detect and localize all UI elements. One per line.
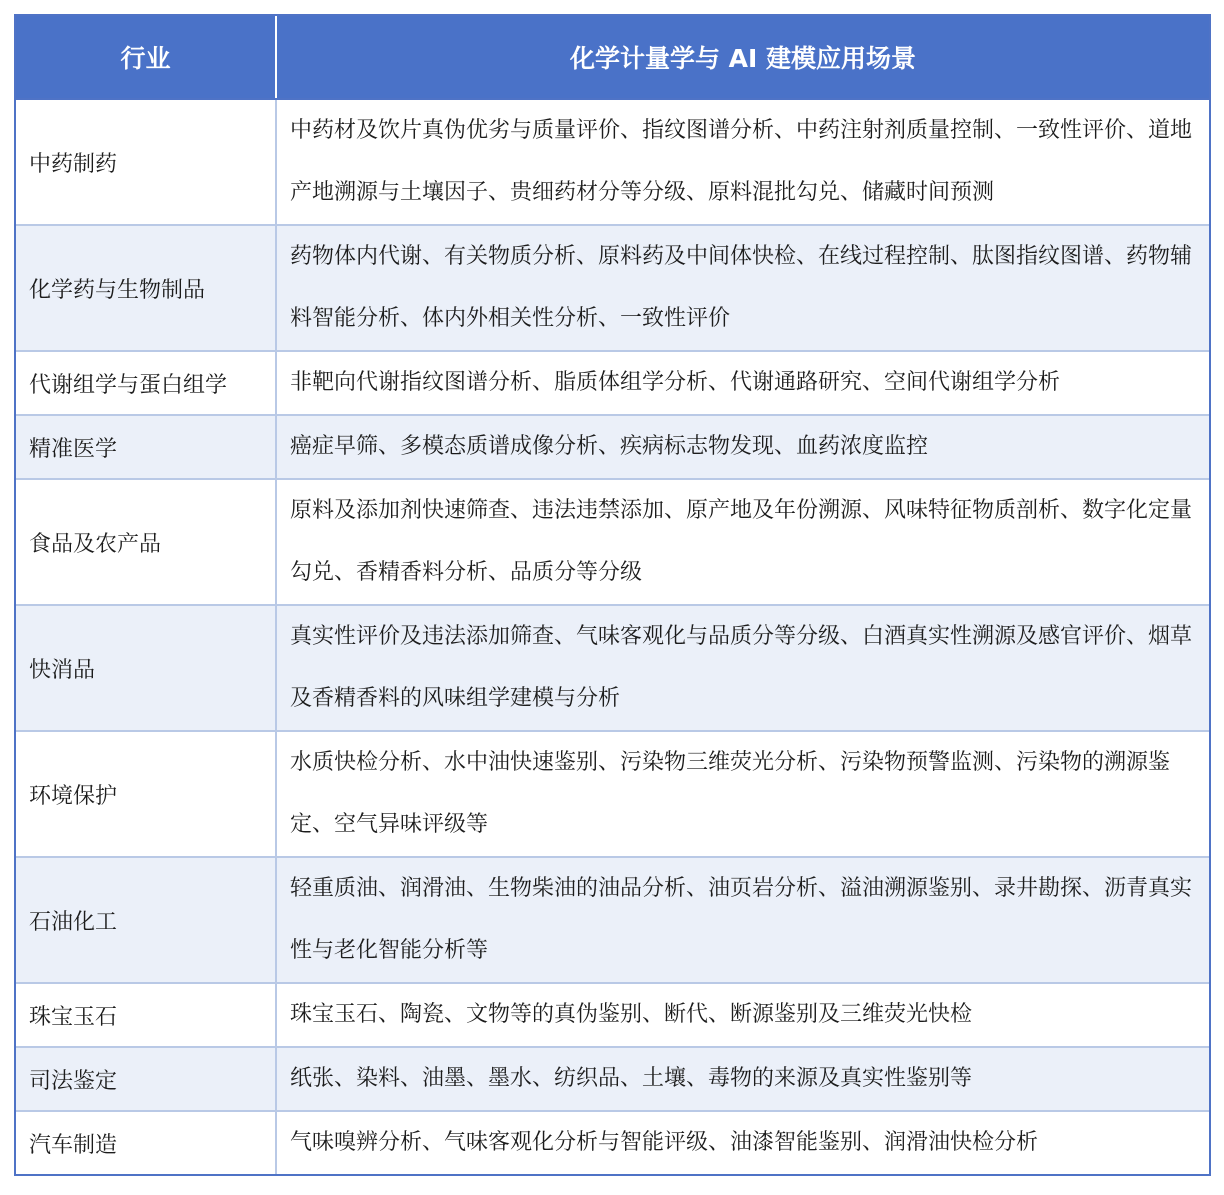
table-row	[16, 1047, 1209, 1111]
scenario-cell: 中药材及饮片真伪优劣与质量评价、指纹图谱分析、中药注射剂质量控制、一致性评价、道地产地溯源与土壤因子、贵细药材分等分级、原料混批勾兑、储藏时间预测	[276, 99, 1209, 225]
table-row	[16, 415, 1209, 479]
industry-cell: 石油化工	[16, 857, 276, 983]
scenario-cell: 原料及添加剂快速筛查、违法违禁添加、原产地及年份溯源、风味特征物质剖析、数字化定量勾兑、香精香料分析、品质分等分级	[276, 479, 1209, 605]
table-row	[16, 983, 1209, 1047]
industry-cell: 中药制药	[16, 99, 276, 225]
scenario-cell: 轻重质油、润滑油、生物柴油的油品分析、油页岩分析、溢油溯源鉴别、录井勘探、沥青真实性与老化智能分析等	[276, 857, 1209, 983]
table-row	[16, 857, 1209, 983]
industry-cell: 食品及农产品	[16, 479, 276, 605]
industry-cell: 汽车制造	[16, 1111, 276, 1174]
table-header-row	[16, 16, 1209, 99]
industry-cell: 化学药与生物制品	[16, 225, 276, 351]
industry-cell: 珠宝玉石	[16, 983, 276, 1047]
table-row	[16, 1111, 1209, 1174]
industry-cell: 环境保护	[16, 731, 276, 857]
industry-cell: 司法鉴定	[16, 1047, 276, 1111]
scenario-cell: 纸张、染料、油墨、墨水、纺织品、土壤、毒物的来源及真实性鉴别等	[276, 1047, 1209, 1111]
table-row	[16, 351, 1209, 415]
table-row	[16, 605, 1209, 731]
scenario-cell: 真实性评价及违法添加筛查、气味客观化与品质分等分级、白酒真实性溯源及感官评价、烟草及香精香料的风味组学建模与分析	[276, 605, 1209, 731]
industry-cell: 快消品	[16, 605, 276, 731]
scenario-cell: 癌症早筛、多模态质谱成像分析、疾病标志物发现、血药浓度监控	[276, 415, 1209, 479]
header-scenarios: 化学计量学与 AI 建模应用场景	[276, 16, 1209, 99]
header-industry: 行业	[16, 16, 276, 99]
table-row	[16, 479, 1209, 605]
table	[16, 16, 1209, 1174]
table-row	[16, 225, 1209, 351]
industry-cell: 代谢组学与蛋白组学	[16, 351, 276, 415]
table-row	[16, 731, 1209, 857]
industry-cell: 精准医学	[16, 415, 276, 479]
scenario-cell: 水质快检分析、水中油快速鉴别、污染物三维荧光分析、污染物预警监测、污染物的溯源鉴定、空气异味评级等	[276, 731, 1209, 857]
scenario-cell: 气味嗅辨分析、气味客观化分析与智能评级、油漆智能鉴别、润滑油快检分析	[276, 1111, 1209, 1174]
scenario-cell: 非靶向代谢指纹图谱分析、脂质体组学分析、代谢通路研究、空间代谢组学分析	[276, 351, 1209, 415]
scenario-cell: 珠宝玉石、陶瓷、文物等的真伪鉴别、断代、断源鉴别及三维荧光快检	[276, 983, 1209, 1047]
application-table	[14, 14, 1211, 1176]
scenario-cell: 药物体内代谢、有关物质分析、原料药及中间体快检、在线过程控制、肽图指纹图谱、药物辅料智能分析、体内外相关性分析、一致性评价	[276, 225, 1209, 351]
table-row	[16, 99, 1209, 225]
